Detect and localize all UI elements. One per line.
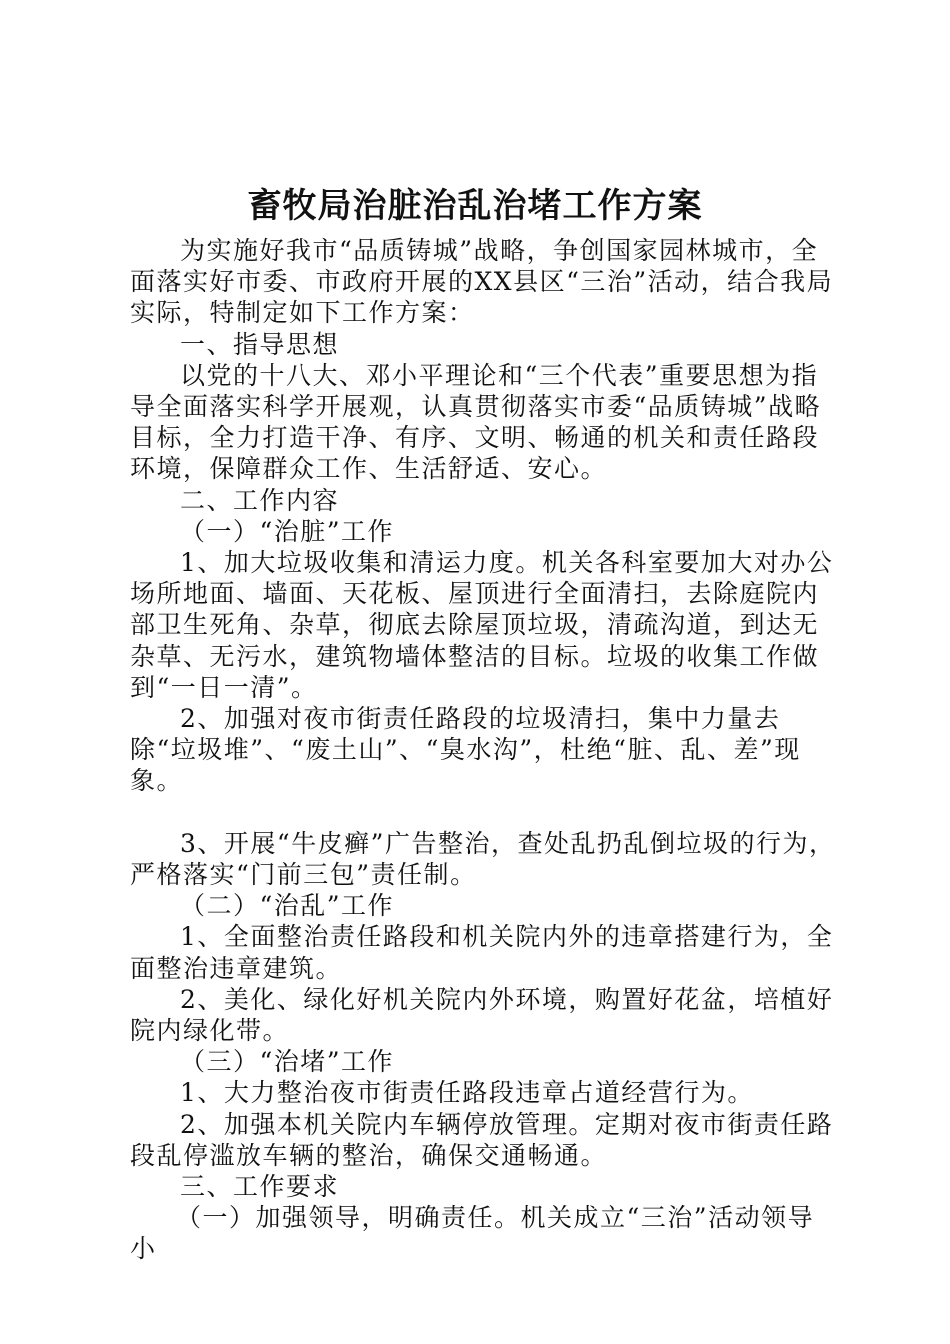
paragraph-congestion-1: 1、大力整治夜市街责任路段违章占道经营行为。 — [180, 1078, 754, 1108]
subheading-congestion: （三）“治堵”工作 — [180, 1047, 395, 1077]
document-title: 畜牧局治脏治乱治堵工作方案 — [247, 186, 703, 226]
paragraph-disorder-1: 1、全面整治责任路段和机关院内外的违章搭建行为，全面整治违章建筑。 — [130, 922, 834, 983]
document-body — [130, 235, 840, 1265]
paragraph-dirt-1: 1、加大垃圾收集和清运力度。机关各科室要加大对办公场所地面、墙面、天花板、屋顶进行全面清扫，去除庭院内部卫生死角、杂草，彻底去除屋顶垃圾，清疏沟道，到达无杂草、无污水，建筑物墙体整洁的目标。垃圾的收集工作做到“一日一清”。 — [130, 548, 834, 702]
paragraph-dirt-2: 2、加强对夜市街责任路段的垃圾清扫，集中力量去除“垃圾堆”、“废土山”、“臭水沟”，杜绝“脏、乱、差”现象。 — [130, 704, 801, 796]
paragraph-intro: 为实施好我市“品质铸城”战略，争创国家园林城市，全面落实好市委、市政府开展的XX县区“三治”活动，结合我局实际，特制定如下工作方案： — [130, 236, 834, 328]
subheading-disorder: （二）“治乱”工作 — [180, 891, 395, 921]
paragraph-requirements-1: （一）加强领导，明确责任。机关成立“三治”活动领导小 — [130, 1203, 815, 1264]
paragraph-guiding-thought: 以党的十八大、邓小平理论和“三个代表”重要思想为指导全面落实科学开展观，认真贯彻落实市委“品质铸城”战略目标，全力打造干净、有序、文明、畅通的机关和责任路段环境，保障群众工作、生活舒适、安心。 — [130, 360, 822, 484]
heading-work-requirements: 三、工作要求 — [180, 1172, 340, 1202]
subheading-dirt: （一）“治脏”工作 — [180, 516, 395, 546]
heading-guiding-thought: 一、指导思想 — [180, 329, 340, 359]
heading-work-content: 二、工作内容 — [180, 485, 340, 515]
paragraph-dirt-3: 3、开展“牛皮癣”广告整治，查处乱扔乱倒垃圾的行为，严格落实“门前三包”责任制。 — [130, 828, 836, 890]
paragraph-disorder-2: 2、美化、绿化好机关院内外环境，购置好花盆，培植好院内绿化带。 — [130, 984, 834, 1046]
paragraph-congestion-2: 2、加强本机关院内车辆停放管理。定期对夜市街责任路段乱停滥放车辆的整治，确保交通畅通。 — [130, 1109, 834, 1170]
blank-line — [130, 797, 840, 828]
